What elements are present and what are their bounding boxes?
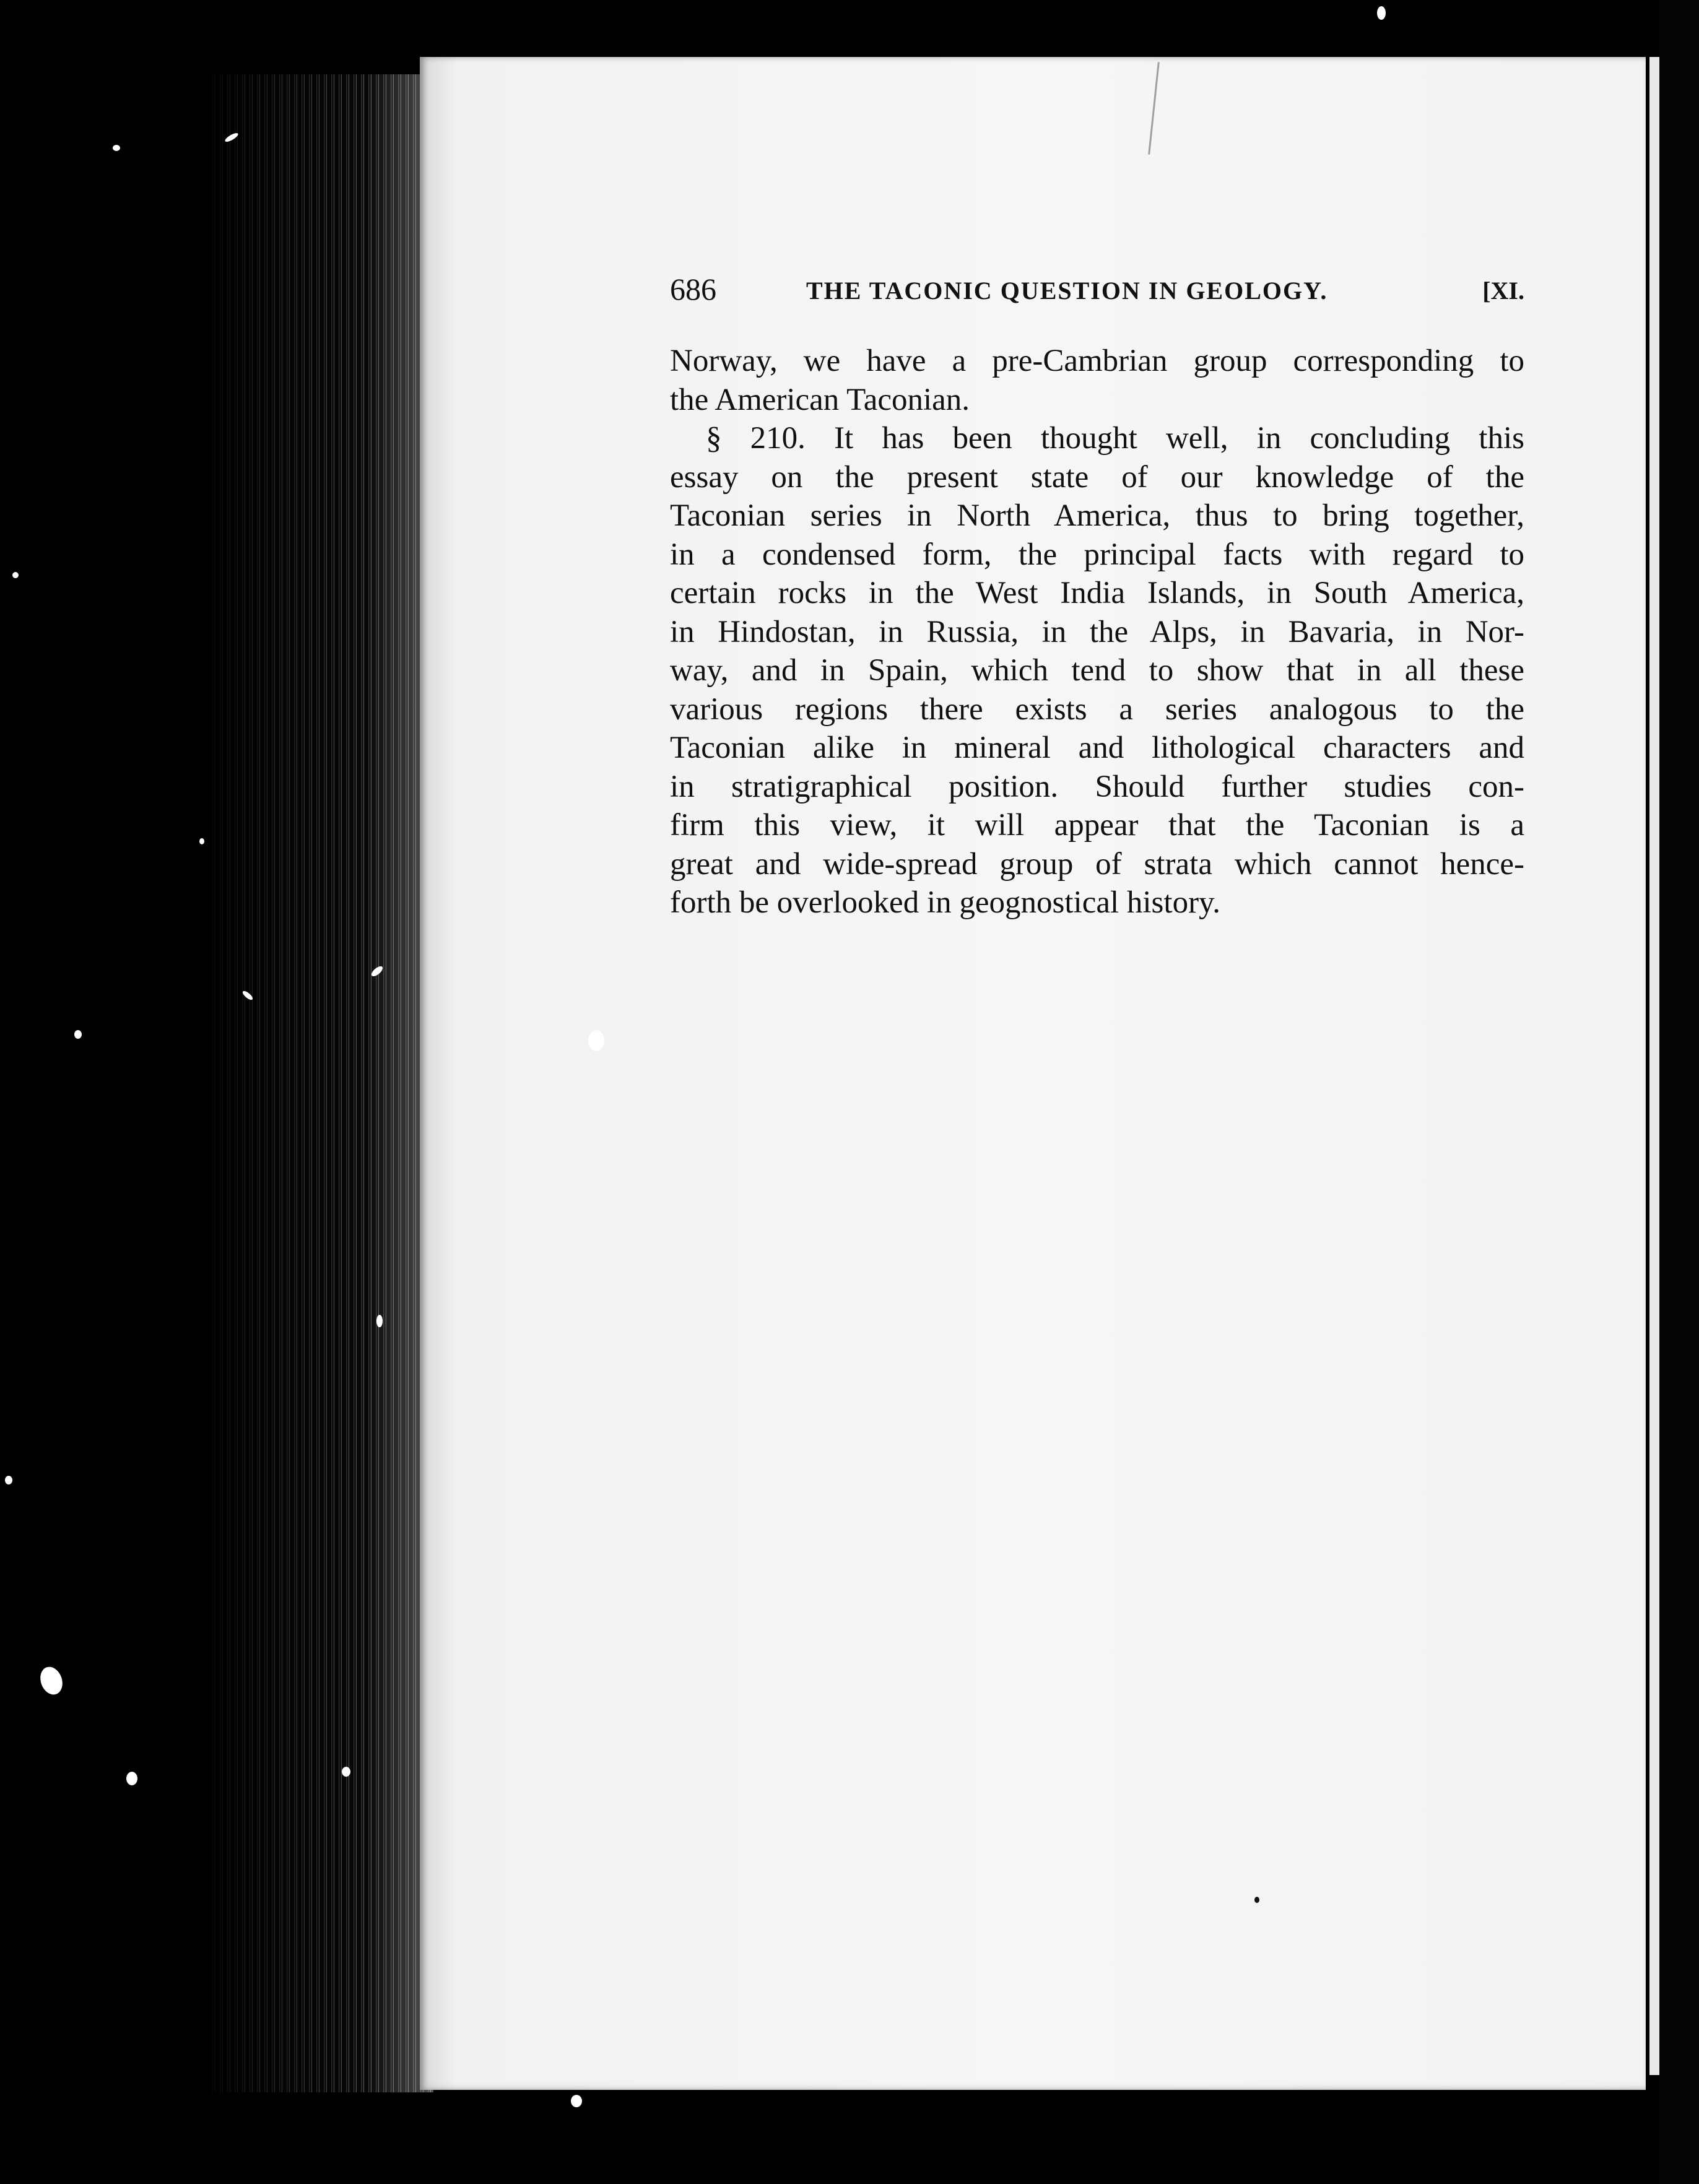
scan-speck: [199, 838, 204, 844]
text-line: Taconian series in North America, thus to bring together,: [670, 498, 1524, 533]
scan-speck: [5, 1476, 12, 1484]
text-line: § 210. It has been thought well, in concluding this: [706, 421, 1524, 456]
scan-speck: [571, 2095, 582, 2107]
text-line: in a condensed form, the principal facts with regard to: [670, 537, 1524, 572]
text-line: firm this view, it will appear that the Taconian is a: [670, 808, 1524, 843]
scan-speck: [113, 145, 120, 151]
text-line: Taconian alike in mineral and lithological characters and: [670, 730, 1524, 765]
scan-speck: [12, 572, 19, 578]
body-text: [670, 342, 1524, 922]
text-line: in stratigraphical position. Should further studies con-: [670, 769, 1524, 804]
running-head: [670, 271, 1524, 314]
text-line: in Hindostan, in Russia, in the Alps, in Bavaria, in Nor-: [670, 614, 1524, 649]
text-line: certain rocks in the West India Islands, in South America,: [670, 576, 1524, 610]
text-line: the American Taconian.: [670, 382, 970, 417]
adjacent-page-edge: [1649, 57, 1659, 2075]
text-line: great and wide-spread group of strata which cannot hence-: [670, 846, 1524, 882]
book-page-edges: [211, 74, 433, 2092]
text-line: way, and in Spain, which tend to show that in all these: [670, 653, 1524, 688]
text-line: Norway, we have a pre-Cambrian group corresponding to: [670, 344, 1524, 378]
scan-speck: [1377, 6, 1386, 20]
text-line: essay on the present state of our knowledge of the: [670, 459, 1524, 495]
scan-speck: [126, 1772, 137, 1785]
scan-speck: [588, 1030, 604, 1051]
scan-speck: [342, 1767, 350, 1777]
scan-speck: [74, 1030, 82, 1039]
text-line: various regions there exists a series analogous to the: [670, 691, 1524, 727]
scan-border-right: [1659, 0, 1699, 2184]
running-title: THE TACONIC QUESTION IN GEOLOGY.: [806, 277, 1328, 305]
scan-speck: [37, 1664, 66, 1698]
chapter-mark: [XI.: [1482, 277, 1524, 305]
scan-speck: [376, 1315, 383, 1327]
text-line: forth be overlooked in geognostical history.: [670, 885, 1220, 920]
page-number: 686: [670, 272, 716, 306]
ink-speck: [1254, 1897, 1259, 1903]
